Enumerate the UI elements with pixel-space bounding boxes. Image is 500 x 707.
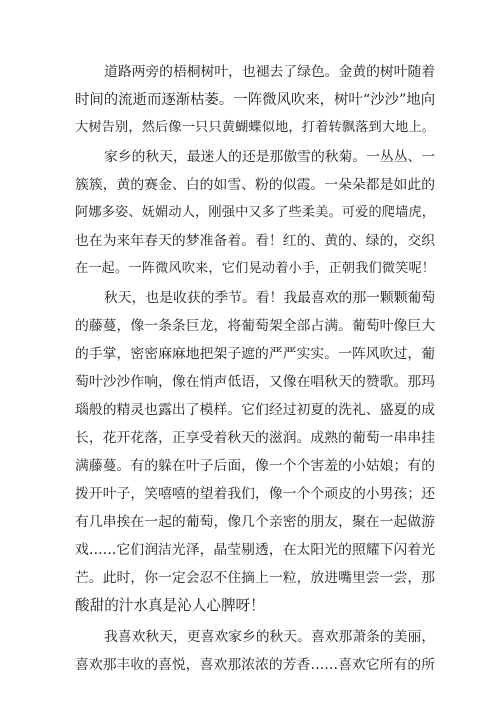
paragraph-3-line-12: 酸甜的汁水真是沁人心脾呀！ <box>75 597 265 614</box>
paragraph-4-line-2: 喜欢那丰收的喜悦，喜欢那浓浓的芳香……喜欢它所有的所 <box>75 657 435 673</box>
paragraph-2-line-4: 也在为来年春天的梦准备着。看！红的、黄的、绿的，交织 <box>75 233 435 249</box>
paragraph-3-line-1: 秋天，也是收获的季节。看！我最喜欢的那一颗颗葡萄 <box>104 290 436 306</box>
paragraph-2-line-5: 在一起。一阵微风吹来，它们晃动着小手，正朝我们微笑呢！ <box>75 261 435 276</box>
paragraph-3-line-10: 戏……它们润洁光泽，晶莹剔透，在太阳光的照耀下闪着光 <box>75 542 435 558</box>
paragraph-1-line-3: 大树告别，然后像一只只黄蝴蝶似地，打着转飘落到大地上。 <box>75 120 435 135</box>
paragraph-3-line-9: 有几串挨在一起的葡萄，像几个亲密的朋友，聚在一起做游 <box>75 514 435 530</box>
paragraph-3-line-8: 拨开叶子，笑嘻嘻的望着我们，像一个个顽皮的小男孩；还 <box>75 486 435 502</box>
paragraph-3-line-11: 芒。此时，你一定会忍不住摘上一粒，放进嘴里尝一尝，那 <box>75 570 435 586</box>
paragraph-3-line-2: 的藤蔓，像一条条巨龙，将葡萄架全部占满。葡萄叶像巨大 <box>75 318 435 334</box>
paragraph-3-line-6: 长，花开花落，正享受着秋天的滋润。成熟的葡萄一串串挂 <box>75 430 435 446</box>
paragraph-3-line-3: 的手掌，密密麻麻地把架子遮的严严实实。一阵风吹过，葡 <box>75 346 435 362</box>
paragraph-2-line-1: 家乡的秋天，最迷人的还是那傲雪的秋菊。一丛丛、一 <box>104 149 436 165</box>
paragraph-1-line-1: 道路两旁的梧桐树叶，也褪去了绿色。金黄的树叶随着 <box>104 64 436 80</box>
paragraph-2-line-3: 阿娜多姿、妩媚动人，刚强中又多了些柔美。可爱的爬墙虎， <box>75 205 435 220</box>
paragraph-1-line-2: 时间的流逝而逐渐枯萎。一阵微风吹来，树叶“沙沙”地向 <box>75 92 436 108</box>
paragraph-3-line-5: 瑙般的精灵也露出了模样。它们经过初夏的洗礼、盛夏的成 <box>75 402 435 418</box>
paragraph-2-line-2: 簇簇，黄的赛金、白的如雪、粉的似霞。一朵朵都是如此的 <box>75 177 435 193</box>
paragraph-3-line-7: 满藤蔓。有的躲在叶子后面，像一个个害羞的小姑娘；有的 <box>75 458 435 474</box>
paragraph-3-line-4: 萄叶沙沙作响，像在悄声低语，又像在唱秋天的赞歌。那玛 <box>75 374 435 390</box>
paragraph-4-line-1: 我喜欢秋天，更喜欢家乡的秋天。喜欢那萧条的美丽， <box>104 629 436 645</box>
